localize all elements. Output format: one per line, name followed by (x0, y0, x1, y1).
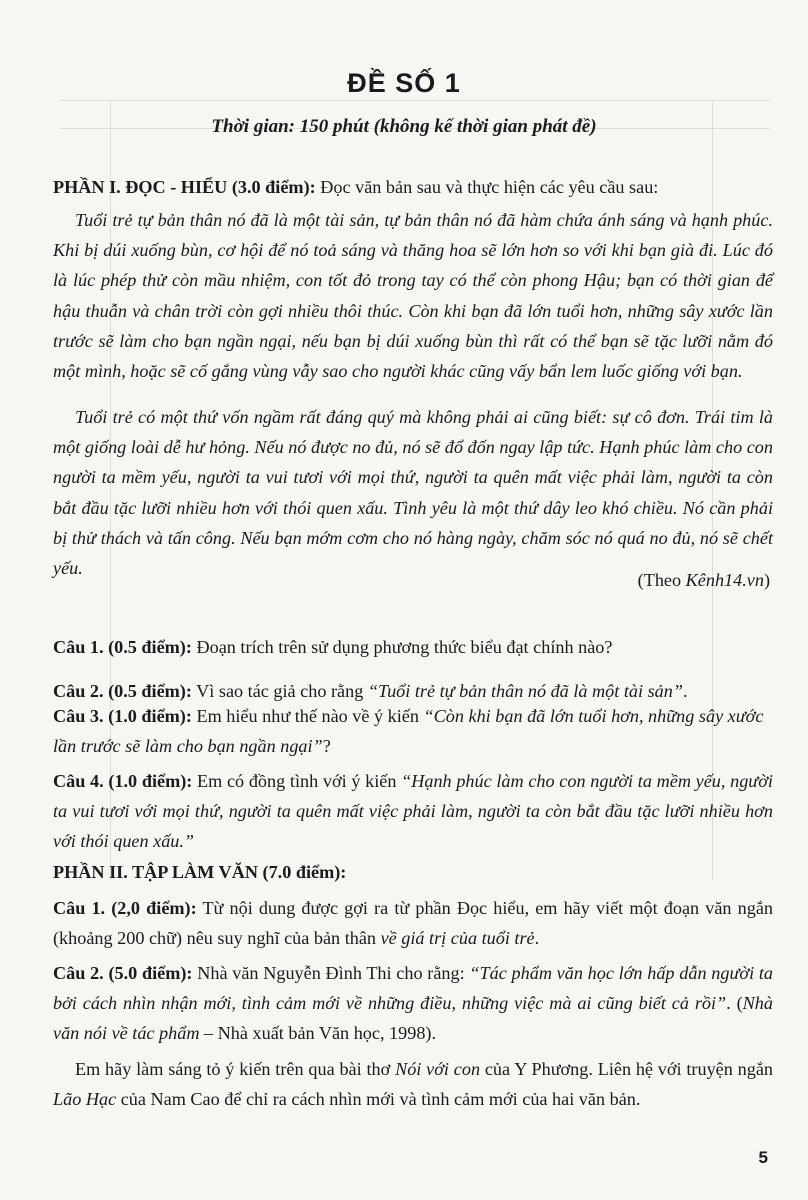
q4-label: Câu 4. (1.0 điểm): (53, 771, 193, 791)
q3-text: Em hiểu như thế nào về ý kiến (191, 706, 424, 726)
p2-q2-mid: . ( (726, 993, 743, 1014)
part2-task (53, 1054, 773, 1114)
task-b: của Y Phương. Liên hệ với truyện ngắn (480, 1059, 773, 1079)
source-prefix: (Theo (637, 570, 686, 590)
task-poem: Nói với con (395, 1059, 481, 1079)
task-a: Em hãy làm sáng tỏ ý kiến trên qua bài thơ (75, 1059, 396, 1079)
reading-source (638, 570, 770, 591)
task-story: Lão Hạc (53, 1089, 117, 1110)
exam-time: Thời gian: 150 phút (không kể thời gian phát đề) (211, 116, 597, 137)
page-number: 5 (758, 1148, 768, 1167)
q2-quote: “Tuổi trẻ tự bản thân nó đã là một tài sản” (367, 681, 683, 701)
part1-heading: PHẦN I. ĐỌC - HIỂU (3.0 điểm): (53, 177, 316, 197)
part1-question-3 (53, 701, 773, 761)
part1-header-line (53, 172, 773, 202)
p2-q2-label: Câu 2. (5.0 điểm): (53, 963, 193, 983)
p2-q1-text: Từ nội dung được gợi ra từ phần Đọc hiểu, em hãy viết một đoạn văn ngắn (khoảng 200 chữ) nêu suy nghĩ của bản thân (53, 898, 773, 949)
q3-end: ? (322, 736, 331, 757)
q1-text: Đoạn trích trên sử dụng phương thức biểu đạt chính nào? (191, 637, 613, 657)
q2-text: Vì sao tác giả cho rằng (191, 681, 368, 701)
part1-question-4 (53, 766, 773, 857)
source-suffix: ) (763, 570, 770, 590)
q4-quote: “Hạnh phúc làm cho con người ta mềm yếu, người ta vui tươi với mọi thứ, người ta quên mất việc phải làm, người ta còn bắt đầu tặc lưỡi nhiều hơn với thói quen xấu.” (53, 771, 773, 852)
p2-q2-quote: “Tác phẩm văn học lớn hấp dẫn người ta bởi cách nhìn nhận mới, tình cảm mới về những điều, những việc mà ai cũng biết cả rồi” (53, 963, 774, 1014)
p2-q2-text: Nhà văn Nguyễn Đình Thi cho rằng: (192, 963, 470, 983)
part1-question-1 (53, 632, 773, 662)
q3-quote: “Còn khi bạn đã lớn tuổi hơn, những sây xước lần trước sẽ làm cho bạn ngần ngại” (53, 706, 764, 757)
exam-title: ĐỀ SỐ 1 (347, 68, 461, 98)
q3-label: Câu 3. (1.0 điểm): (53, 706, 192, 726)
p2-q2-book: Nhà văn nói về tác phẩm (53, 993, 773, 1044)
p2-q2-pub: – Nhà xuất bản Văn học, 1998). (199, 1023, 437, 1044)
part2-heading: PHẦN II. TẬP LÀM VĂN (7.0 điểm): (53, 862, 347, 882)
p2-q1-label: Câu 1. (2,0 điểm): (53, 898, 197, 918)
q4-text: Em có đồng tình với ý kiến (192, 771, 402, 791)
reading-paragraph-1: Tuổi trẻ tự bản thân nó đã là một tài sản, tự bản thân nó đã hàm chứa ánh sáng và hạnh phúc. Khi bị dúi xuống bùn, cơ hội để nó toả sáng và thăng hoa sẽ lớn hơn so với khi bạn già đi. Lúc đó là lúc phép thử còn mầu nhiệm, con tốt đỏ trong tay có thể còn phong Hậu; bạn có thời gian để hậu thuẫn và chân trời còn gợi nhiều thôi thúc. Còn khi bạn đã lớn tuổi hơn, những sây xước lần trước sẽ làm cho bạn ngần ngại, nếu bạn bị dúi xuống bùn thì rất có thể bạn sẽ tặc lưỡi nằm đó một mình, hoặc sẽ cố gắng vùng vẫy sao cho người khác cũng vấy bẩn lem luốc giống với bạn. (53, 210, 773, 382)
p2-q1-italic: về giá trị của tuổi trẻ (380, 928, 535, 949)
bleed-through-rule (60, 100, 770, 101)
part1-instruction: Đọc văn bản sau và thực hiện các yêu cầu sau: (315, 177, 659, 197)
q2-end: . (682, 681, 688, 701)
q2-label: Câu 2. (0.5 điểm): (53, 681, 192, 701)
task-c: của Nam Cao để chỉ ra cách nhìn mới và tình cảm mới của hai văn bản. (116, 1089, 641, 1110)
p2-q1-end: . (534, 928, 540, 949)
reading-paragraph-2: Tuổi trẻ có một thứ vốn ngầm rất đáng quý mà không phải ai cũng biết: sự cô đơn. Trái tim là một giống loài dễ hư hỏng. Nếu nó được no đủ, nó sẽ đổ đốn ngay lập tức. Hạnh phúc làm cho con người ta mềm yếu, người ta vui tươi với mọi thứ, người ta quên mất việc phải làm, người ta còn bắt đầu tặc lưỡi nhiều hơn với thói quen xấu. Tình yêu là một thứ dây leo khó chiều. Nó cần phải bị thử thách và tấn công. Nếu bạn mớm cơm cho nó hàng ngày, chăm sóc nó quá no đủ, nó sẽ chết yếu. (53, 407, 773, 579)
part2-question-1 (53, 893, 773, 953)
q1-label: Câu 1. (0.5 điểm): (53, 637, 192, 657)
part2-question-2 (53, 958, 773, 1049)
source-name: Kênh14.vn (685, 570, 764, 590)
